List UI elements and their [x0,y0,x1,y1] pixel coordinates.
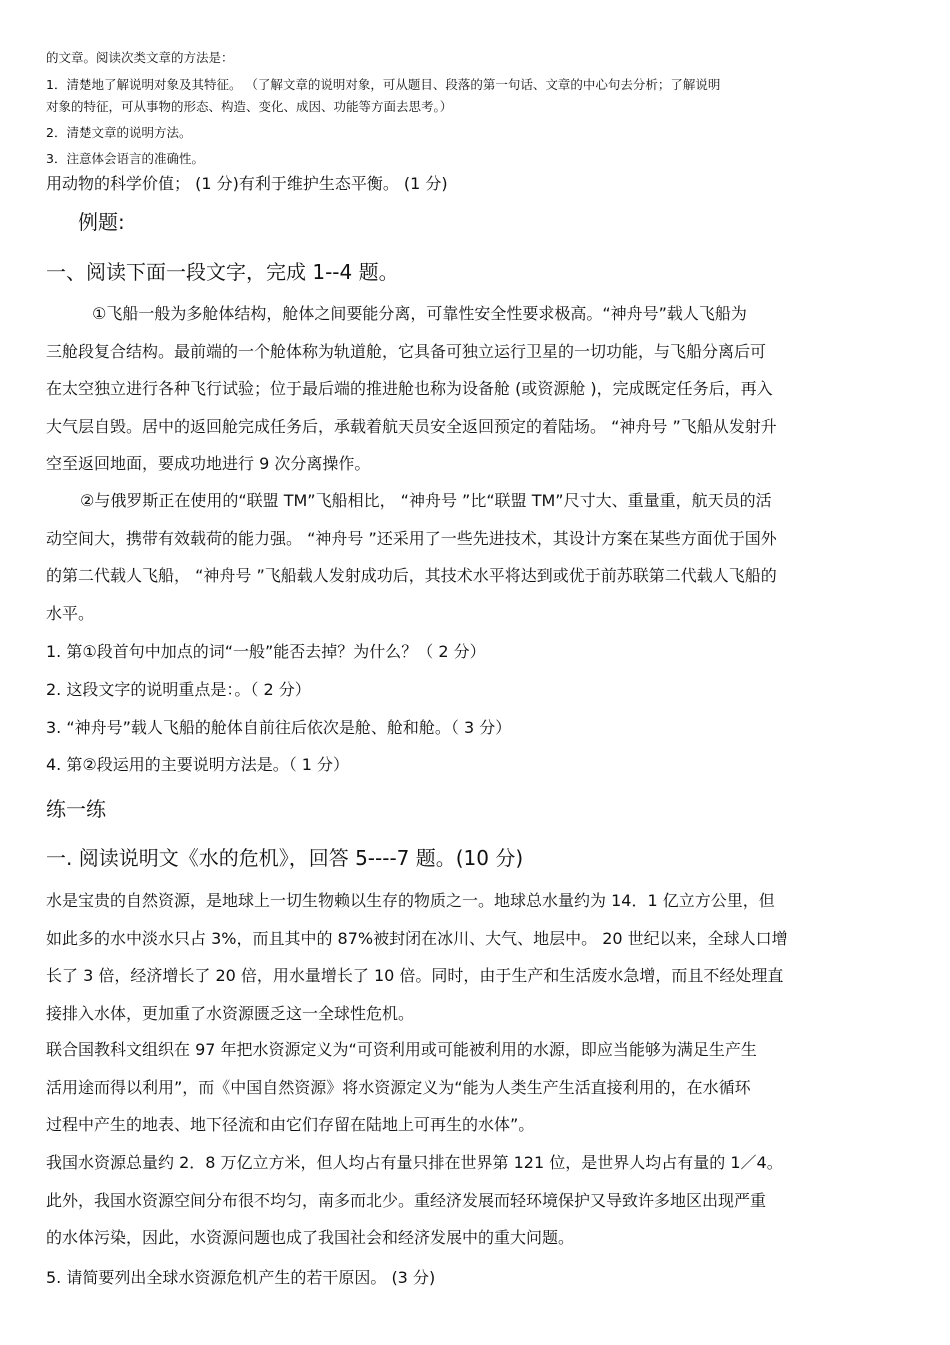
practice-para3-line: 此外，我国水资源空间分布很不均匀，南多而北少。重经济发展而轻环境保护又导致许多地区出现严重 [46,1191,767,1210]
practice-question: 5. 请简要列出全球水资源危机产生的若干原因。 (3 分) [46,1268,436,1287]
answer-fragment: 用动物的科学价值； (1 分)有利于维护生态平衡。 (1 分) [46,174,448,193]
intro-line: 的文章。阅读次类文章的方法是： [46,50,234,65]
example-section-title: 一、阅读下面一段文字，完成 1--4 题。 [46,260,399,284]
example-para2-line: 动空间大，携带有效载荷的能力强。 “神舟号 ”还采用了一些先进技术，其设计方案在某些方面优于国外 [46,529,777,548]
example-para1-line: 大气层自毁。居中的返回舱完成任务后，承载着航天员安全返回预定的着陆场。 “神舟号 ”飞船从发射升 [46,417,777,436]
example-para2-line: 的第二代载人飞船， “神舟号 ”飞船载人发射成功后，其技术水平将达到或优于前苏联第二代载人飞船的 [46,566,777,585]
practice-heading: 练一练 [46,797,106,821]
intro-method-3: 3．注意体会语言的准确性。 [46,151,204,166]
practice-para3-line: 我国水资源总量约 2．8 万亿立方米，但人均占有量只排在世界第 121 位，是世界人均占有量的 1／4。 [46,1153,783,1172]
example-para1-line: 在太空独立进行各种飞行试验；位于最后端的推进舱也称为设备舱 (或资源舱 )，完成既定任务后，再入 [46,379,773,398]
practice-para3-line: 的水体污染，因此，水资源问题也成了我国社会和经济发展中的重大问题。 [46,1228,575,1247]
practice-para2-line: 过程中产生的地表、地下径流和由它们存留在陆地上可再生的水体”。 [46,1115,535,1134]
practice-para1-line: 长了 3 倍，经济增长了 20 倍，用水量增长了 10 倍。同时，由于生产和生活废水急增，而且不经处理直 [46,966,784,985]
example-para1-line: 三舱段复合结构。最前端的一个舱体称为轨道舱，它具备可独立运行卫星的一切功能，与飞船分离后可 [46,342,767,361]
practice-para1-line: 如此多的水中淡水只占 3%，而且其中的 87%被封闭在冰川、大气、地层中。 20 世纪以来，全球人口增 [46,929,788,948]
practice-para2-line: 联合国教科文组织在 97 年把水资源定义为“可资利用或可能被利用的水源，即应当能够为满足生产生 [46,1040,757,1059]
example-para2-line: 水平。 [46,604,95,623]
practice-section-title: 一. 阅读说明文《水的危机》，回答 5----7 题。(10 分) [46,846,524,870]
example-question: 3. “神舟号”载人飞船的舱体自前往后依次是舱、舱和舱。（ 3 分） [46,718,512,737]
example-para1-line: ①飞船一般为多舱体结构，舱体之间要能分离，可靠性安全性要求极高。“神舟号”载人飞船为 [92,304,747,323]
practice-para1-line: 水是宝贵的自然资源，是地球上一切生物赖以生存的物质之一。地球总水量约为 14．1 亿立方公里，但 [46,891,775,910]
intro-method-1: 1．清楚地了解说明对象及其特征。 （了解文章的说明对象，可从题目、段落的第一句话、文章的中心句去分析；了解说明 [46,77,721,92]
intro-method-1-cont: 对象的特征，可从事物的形态、构造、变化、成因、功能等方面去思考。） [46,99,453,114]
practice-para2-line: 活用途而得以利用”，而《中国自然资源》将水资源定义为“能为人类生产生活直接利用的，在水循环 [46,1078,751,1097]
practice-para1-line: 接排入水体，更加重了水资源匮乏这一全球性危机。 [46,1004,415,1023]
example-question: 1. 第①段首句中加点的词“一般”能否去掉？为什么？（ 2 分） [46,642,486,661]
example-para2-line: ②与俄罗斯正在使用的“联盟 TM”飞船相比， “神舟号 ”比“联盟 TM”尺寸大、重量重，航天员的活 [80,491,772,510]
example-heading: 例题: [78,210,125,234]
example-question: 2. 这段文字的说明重点是：。（ 2 分） [46,680,311,699]
intro-method-2: 2．清楚文章的说明方法。 [46,125,192,140]
example-para1-line: 空至返回地面，要成功地进行 9 次分离操作。 [46,454,371,473]
example-question: 4. 第②段运用的主要说明方法是。（ 1 分） [46,755,350,774]
